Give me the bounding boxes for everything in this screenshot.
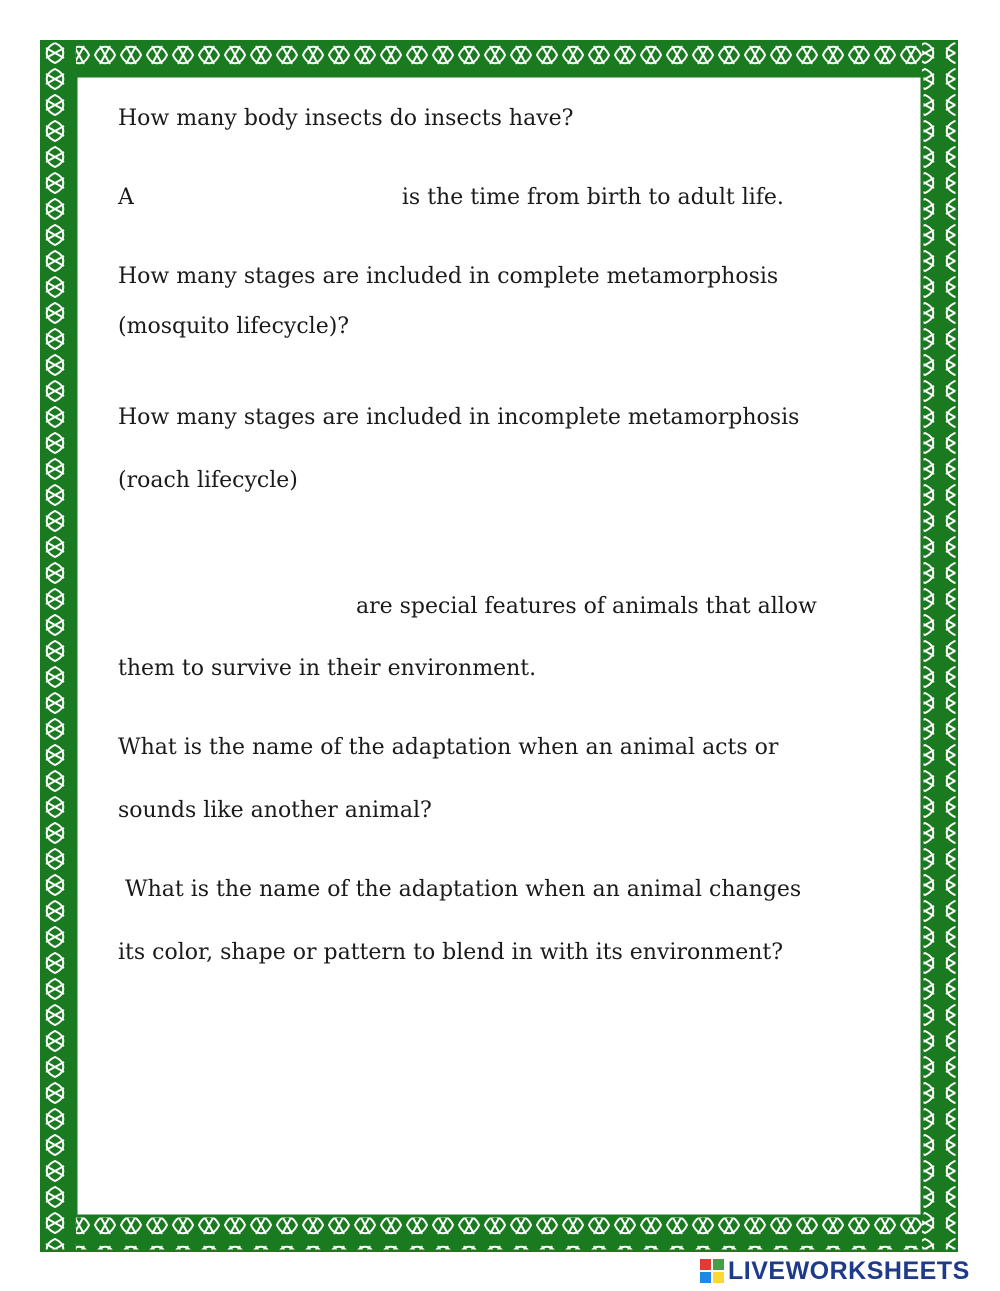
question-mimicry-line1: What is the name of the adaptation when an animal acts or xyxy=(118,735,779,760)
question-mimicry-line2: sounds like another animal? xyxy=(118,798,432,823)
answer-blank-lifecycle[interactable] xyxy=(134,184,402,212)
brand-name: LIVEWORKSHEETS xyxy=(728,1256,970,1285)
question-camouflage-line2: its color, shape or pattern to blend in with its environment? xyxy=(118,940,784,965)
question-complete-metamorphosis-line2: (mosquito lifecycle)? xyxy=(118,314,350,339)
question-incomplete-metamorphosis-line2: (roach lifecycle) xyxy=(118,468,298,493)
question-adaptations-suffix: are special features of animals that allow xyxy=(356,594,817,619)
question-camouflage-line1: What is the name of the adaptation when an animal changes xyxy=(118,877,802,902)
liveworksheets-logo xyxy=(700,1257,970,1285)
question-body-parts: How many body insects do insects have? xyxy=(118,106,574,131)
question-lifecycle-prefix: A xyxy=(118,185,134,210)
question-lifecycle xyxy=(118,167,784,229)
liveworksheets-mark-icon xyxy=(700,1259,724,1283)
answer-blank-adaptations[interactable] xyxy=(118,593,356,621)
question-adaptations-line2: them to survive in their environment. xyxy=(118,656,537,681)
question-lifecycle-suffix: is the time from birth to adult life. xyxy=(401,185,784,210)
question-incomplete-metamorphosis-line1: How many stages are included in incomplete metamorphosis xyxy=(118,405,800,430)
question-adaptations-line1 xyxy=(118,576,817,638)
question-complete-metamorphosis-line1: How many stages are included in complete metamorphosis xyxy=(118,264,779,289)
